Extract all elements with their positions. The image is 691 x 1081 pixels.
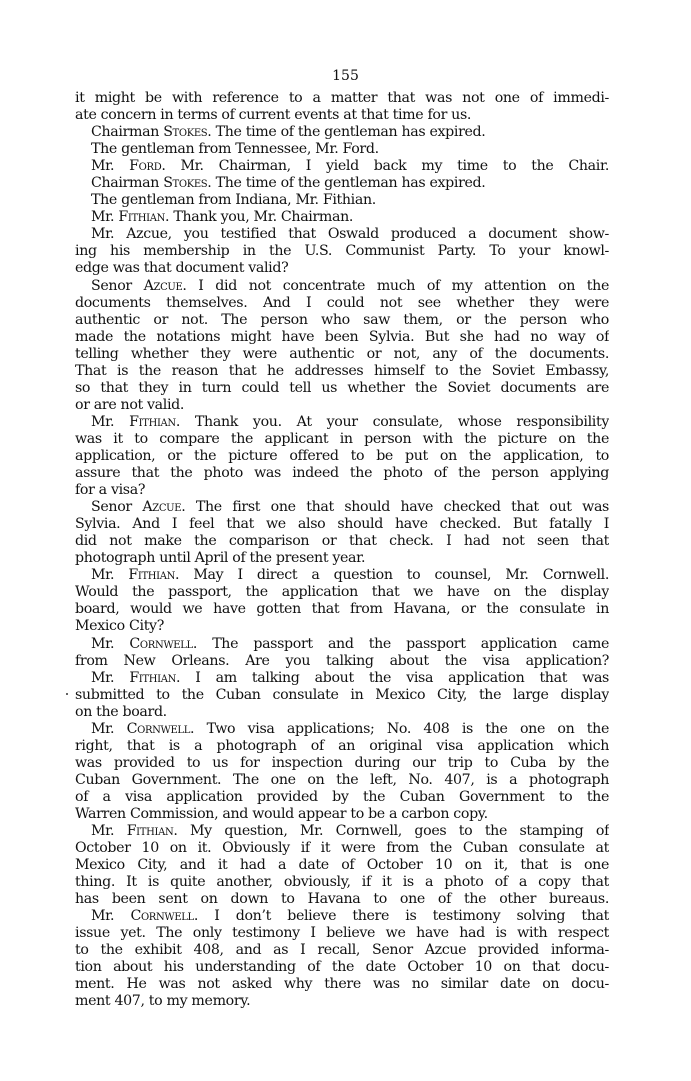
text-line: [75, 90, 609, 107]
line-text: . Thank you, Mr. Chairman.: [165, 209, 354, 226]
line-text: The gentleman from Indiana, Mr. Fithian.: [91, 192, 376, 209]
text-line: [75, 516, 609, 533]
text-line: [75, 976, 609, 993]
line-text: was it to compare the applicant in person with the picture on the: [75, 430, 609, 447]
line-text: Mexico City?: [75, 618, 164, 635]
text-line: [75, 721, 609, 738]
line-text: . I am talking about the visa application that was: [175, 669, 609, 686]
text-line: [75, 209, 609, 226]
line-text: board, would we have gotten that from Havana, or the consulate in: [75, 601, 609, 618]
line-text: from New Orleans. Are you talking about the visa application?: [75, 652, 609, 669]
line-text: . Two visa applications; No. 408 is the one on the: [190, 720, 609, 737]
text-line: [75, 993, 609, 1010]
text-line: [75, 891, 609, 908]
line-text: ate concern in terms of current events at that time for us.: [75, 107, 472, 124]
text-line: [75, 550, 609, 567]
text-line: [75, 465, 609, 482]
line-text: Mr.: [91, 669, 130, 686]
text-line: [75, 312, 609, 329]
text-line: [75, 601, 609, 618]
line-text: has been sent on down to Havana to one of the other bureaus.: [75, 891, 609, 908]
line-text: Senor: [91, 277, 144, 294]
line-text: or are not valid.: [75, 396, 185, 413]
line-text: assure that the photo was indeed the photo of the person applying: [75, 465, 609, 482]
speaker-name: Fithian: [126, 823, 174, 840]
scan-artifact-dot: [66, 693, 68, 695]
line-text: . I did not concentrate much of my attention on the: [182, 277, 609, 294]
line-text: Chairman: [91, 124, 164, 141]
text-line: [75, 363, 609, 380]
line-text: for a visa?: [75, 482, 146, 499]
text-line: [75, 533, 609, 550]
line-text: Cuban Government. The one on the left, No. 407, is a photograph: [75, 771, 609, 788]
line-text: did not make the comparison or that check. I had not seen that: [75, 533, 609, 550]
speaker-name: Cornwell: [126, 720, 191, 737]
line-text: Mr.: [91, 908, 131, 925]
speaker-name: Fithian: [118, 209, 166, 226]
text-line: [75, 431, 609, 448]
text-line: [75, 823, 609, 840]
speaker-name: Cornwell: [129, 635, 193, 652]
line-text: Senor: [91, 499, 143, 516]
text-line: [75, 772, 609, 789]
speaker-name: Azcue: [142, 499, 182, 516]
text-line: [75, 840, 609, 857]
speaker-name: Stokes: [163, 175, 208, 192]
line-text: That is the reason that he addresses himself to the Soviet Embassy,: [75, 362, 609, 379]
speaker-name: Fithian: [128, 567, 176, 584]
line-text: ing his membership in the U.S. Communist Party. To your knowl-: [75, 243, 609, 260]
line-text: submitted to the Cuban consulate in Mexico City, the large display: [75, 686, 609, 703]
line-text: authentic or not. The person who saw them, or the person who: [75, 311, 609, 328]
line-text: so that they in turn could tell us whether the Soviet documents are: [75, 379, 609, 396]
line-text: application, or the picture offered to be put on the application, to: [75, 447, 609, 464]
line-text: October 10 on it. Obviously if it were from the Cuban consulate at: [75, 840, 609, 857]
text-line: [75, 192, 609, 209]
line-text: . My question, Mr. Cornwell, goes to the stamping of: [173, 823, 609, 840]
line-text: right, that is a photograph of an original visa application which: [75, 737, 609, 754]
speaker-name: Ford: [129, 158, 162, 175]
text-line: [75, 738, 609, 755]
text-line: [75, 295, 609, 312]
line-text: . The time of the gentleman has expired.: [207, 124, 486, 141]
speaker-name: Stokes: [163, 124, 208, 141]
line-text: Chairman: [91, 175, 164, 192]
line-text: . The passport and the passport application came: [192, 635, 609, 652]
speaker-name: Azcue: [143, 277, 183, 294]
line-text: . The first one that should have checked that out was: [181, 499, 609, 516]
line-text: . Mr. Chairman, I yield back my time to the Chair.: [161, 158, 609, 175]
text-line: [75, 959, 609, 976]
line-text: thing. It is quite another, obviously, if it is a photo of a copy that: [75, 874, 609, 891]
speaker-name: Cornwell: [130, 908, 194, 925]
line-text: tion about his understanding of the date October 10 on that docu-: [75, 959, 609, 976]
text-line: [75, 636, 609, 653]
text-line: [75, 243, 609, 260]
line-text: Warren Commission, and would appear to be a carbon copy.: [75, 805, 488, 822]
text-line: [75, 687, 609, 704]
text-line: [75, 329, 609, 346]
text-line: [75, 175, 609, 192]
text-line: [75, 925, 609, 942]
text-line: [75, 260, 609, 277]
line-text: Mr.: [91, 209, 119, 226]
text-line: [75, 107, 609, 124]
text-line: [75, 584, 609, 601]
speaker-name: Fithian: [129, 413, 176, 430]
text-line: [75, 124, 609, 141]
line-text: Mr.: [91, 823, 127, 840]
text-line: [75, 789, 609, 806]
text-line: [75, 908, 609, 925]
line-text: Mr. Azcue, you testified that Oswald produced a document show-: [91, 226, 609, 243]
text-line: [75, 482, 609, 499]
line-text: . I don’t believe there is testimony solving that: [193, 908, 609, 925]
line-text: Would the passport, the application that we have on the display: [75, 584, 609, 601]
line-text: Sylvia. And I feel that we also should have checked. But fatally I: [75, 516, 609, 533]
text-line: [75, 278, 609, 295]
speaker-name: Fithian: [129, 669, 176, 686]
transcript-body: [75, 90, 609, 1011]
line-text: ment. He was not asked why there was no similar date on docu-: [75, 976, 609, 993]
text-line: [75, 226, 609, 243]
text-line: [75, 618, 609, 635]
line-text: photograph until April of the present year.: [75, 550, 366, 567]
line-text: Mr.: [91, 413, 130, 430]
line-text: telling whether they were authentic or not, any of the documents.: [75, 345, 609, 362]
text-line: [75, 755, 609, 772]
text-line: [75, 567, 609, 584]
line-text: Mr.: [91, 158, 130, 175]
text-line: [75, 380, 609, 397]
line-text: it might be with reference to a matter that was not one of immedi-: [75, 90, 609, 106]
text-line: [75, 653, 609, 670]
text-line: [75, 704, 609, 721]
text-line: [75, 942, 609, 959]
text-line: [75, 346, 609, 363]
line-text: made the notations might have been Sylvia. But she had no way of: [75, 328, 609, 345]
text-line: [75, 874, 609, 891]
line-text: on the board.: [75, 703, 167, 720]
line-text: to the exhibit 408, and as I recall, Senor Azcue provided informa-: [75, 942, 609, 959]
text-line: [75, 670, 609, 687]
line-text: of a visa application provided by the Cuban Government to the: [75, 788, 609, 805]
text-line: [75, 806, 609, 823]
line-text: . The time of the gentleman has expired.: [207, 175, 486, 192]
text-line: [75, 397, 609, 414]
line-text: . Thank you. At your consulate, whose responsibility: [175, 413, 609, 430]
line-text: Mr.: [91, 567, 129, 584]
text-line: [75, 857, 609, 874]
text-line: [75, 158, 609, 175]
line-text: issue yet. The only testimony I believe we have had is with respect: [75, 925, 609, 942]
text-line: [75, 414, 609, 431]
line-text: ment 407, to my memory.: [75, 993, 251, 1010]
page-number: 155: [332, 68, 359, 84]
text-line: [75, 448, 609, 465]
line-text: Mr.: [91, 720, 127, 737]
line-text: Mexico City, and it had a date of October 10 on it, that is one: [75, 857, 609, 874]
line-text: The gentleman from Tennessee, Mr. Ford.: [91, 141, 379, 158]
text-line: [75, 141, 609, 158]
line-text: was provided to us for inspection during our trip to Cuba by the: [75, 754, 609, 771]
line-text: . May I direct a question to counsel, Mr. Cornwell.: [175, 567, 609, 584]
line-text: Mr.: [91, 635, 130, 652]
line-text: edge was that document valid?: [75, 260, 289, 277]
line-text: documents themselves. And I could not see whether they were: [75, 294, 609, 311]
text-line: [75, 499, 609, 516]
